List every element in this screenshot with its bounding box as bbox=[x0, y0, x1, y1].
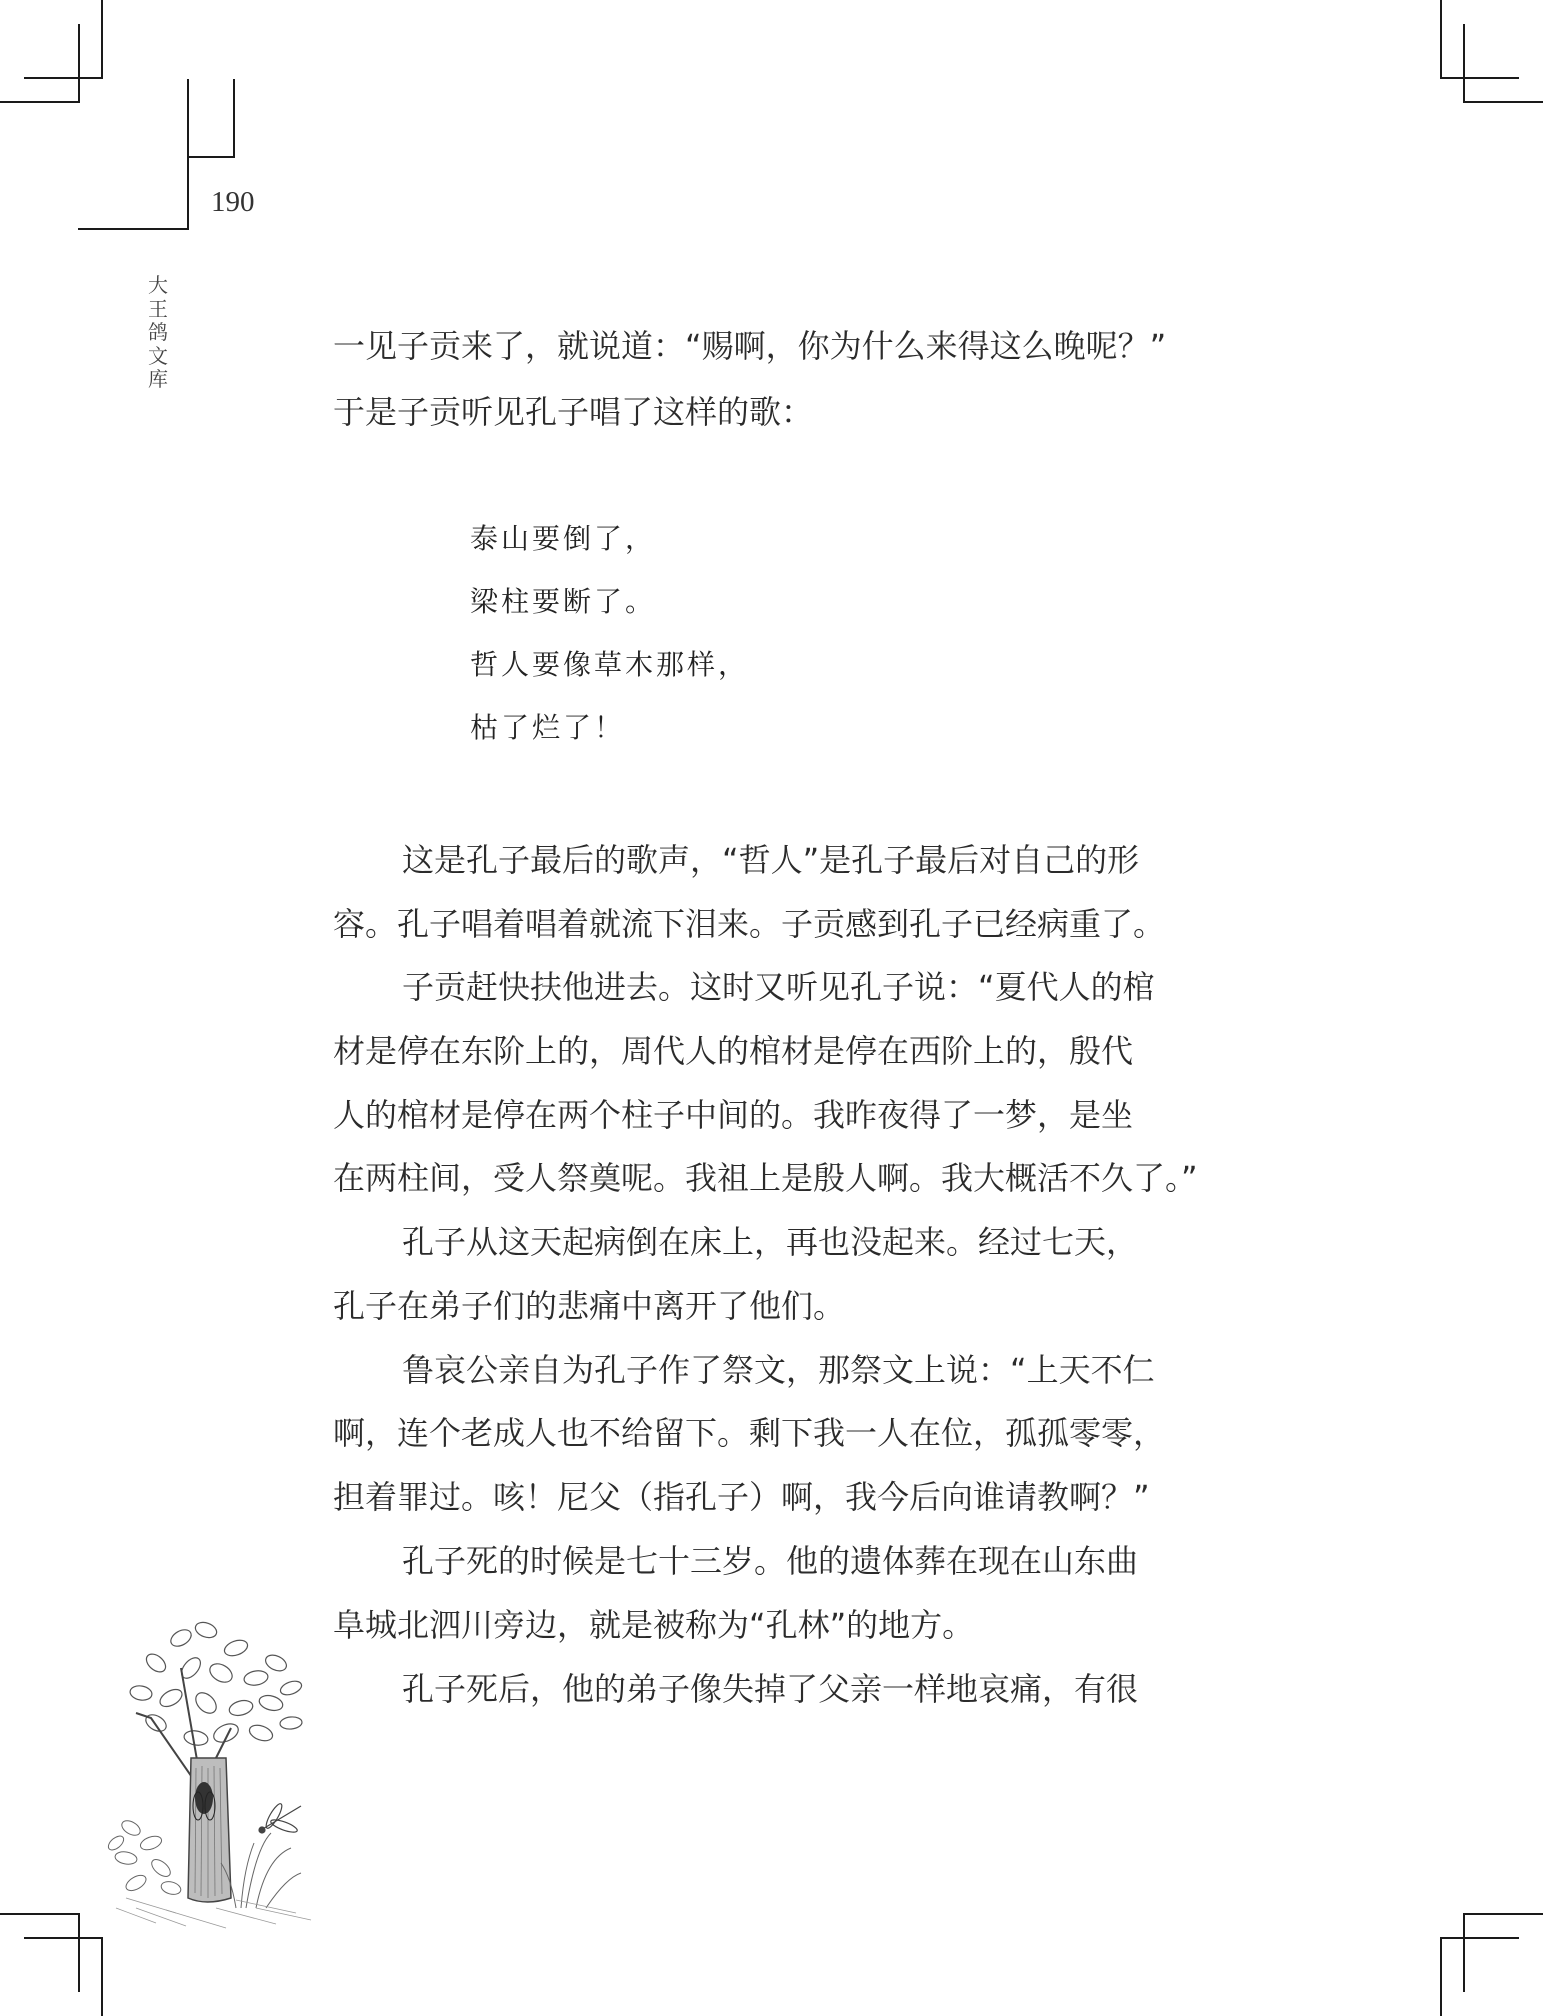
crop-mark bbox=[24, 1937, 103, 1939]
poem-line: 梁柱要断了。 bbox=[470, 585, 657, 618]
tree-canopy-icon bbox=[129, 1620, 303, 1747]
crop-mark bbox=[1463, 24, 1465, 103]
text-line: 容。孔子唱着唱着就流下泪来。子贡感到孔子已经病重了。 bbox=[333, 905, 1166, 943]
page-number: 190 bbox=[211, 186, 255, 218]
crop-mark bbox=[1463, 101, 1543, 103]
tree-illustration bbox=[96, 1608, 336, 1938]
crop-mark bbox=[1440, 0, 1442, 79]
crop-mark bbox=[1440, 1937, 1442, 2016]
crop-mark bbox=[101, 0, 103, 79]
crop-mark bbox=[1440, 1937, 1519, 1939]
series-label-char: 文 bbox=[148, 343, 168, 368]
dragonfly-icon bbox=[259, 1802, 301, 1835]
text-line: 材是停在东阶上的，周代人的棺材是停在西阶上的，殷代 bbox=[333, 1032, 1134, 1070]
crop-mark bbox=[0, 101, 80, 103]
text-line: 子贡赶快扶他进去。这时又听见孔子说：“夏代人的棺 bbox=[402, 968, 1155, 1006]
text-line: 在两柱间，受人祭奠呢。我祖上是殷人啊。我大概活不久了。” bbox=[333, 1159, 1198, 1197]
crop-mark bbox=[1440, 77, 1519, 79]
crop-mark bbox=[78, 24, 80, 103]
text-line: 阜城北泗川旁边，就是被称为“孔林”的地方。 bbox=[333, 1606, 975, 1644]
crop-mark bbox=[101, 1937, 103, 2016]
tree-trunk bbox=[188, 1758, 231, 1902]
text-line: 担着罪过。咳！尼父（指孔子）啊，我今后向谁请教啊？” bbox=[333, 1478, 1150, 1516]
series-label-char: 鸽 bbox=[148, 320, 168, 344]
text-line: 于是子贡听见孔子唱了这样的歌： bbox=[333, 393, 814, 431]
crop-mark bbox=[1463, 1913, 1465, 1992]
header-rule bbox=[233, 79, 235, 158]
text-line: 人的棺材是停在两个柱子中间的。我昨夜得了一梦，是坐 bbox=[333, 1096, 1134, 1134]
poem-line: 哲人要像草木那样， bbox=[470, 648, 750, 681]
crop-mark bbox=[1463, 1913, 1543, 1915]
series-label bbox=[146, 274, 170, 392]
header-rule bbox=[188, 156, 235, 158]
series-label-char: 库 bbox=[148, 367, 168, 391]
text-line: 一见子贡来了，就说道：“赐啊，你为什么来得这么晚呢？” bbox=[333, 327, 1167, 365]
text-line: 孔子从这天起病倒在床上，再也没起来。经过七天， bbox=[402, 1223, 1139, 1261]
crop-mark bbox=[24, 77, 103, 79]
text-line: 孔子死的时候是七十三岁。他的遗体葬在现在山东曲 bbox=[402, 1542, 1139, 1580]
text-line: 鲁哀公亲自为孔子作了祭文，那祭文上说：“上天不仁 bbox=[402, 1351, 1155, 1389]
header-rule bbox=[78, 228, 189, 230]
text-line: 这是孔子最后的歌声，“哲人”是孔子最后对自己的形 bbox=[402, 841, 1140, 879]
series-label-char: 王 bbox=[148, 296, 168, 321]
text-line: 孔子死后，他的弟子像失掉了父亲一样地哀痛，有很 bbox=[402, 1670, 1139, 1708]
series-label-char: 大 bbox=[148, 273, 168, 297]
poem-line: 枯了烂了！ bbox=[470, 711, 626, 744]
crop-mark bbox=[78, 1913, 80, 1992]
crop-mark bbox=[0, 1913, 80, 1915]
text-line: 啊，连个老成人也不给留下。剩下我一人在位，孤孤零零， bbox=[333, 1414, 1166, 1452]
poem-line: 泰山要倒了， bbox=[470, 522, 657, 555]
text-line: 孔子在弟子们的悲痛中离开了他们。 bbox=[333, 1287, 846, 1325]
header-rule bbox=[187, 79, 189, 230]
